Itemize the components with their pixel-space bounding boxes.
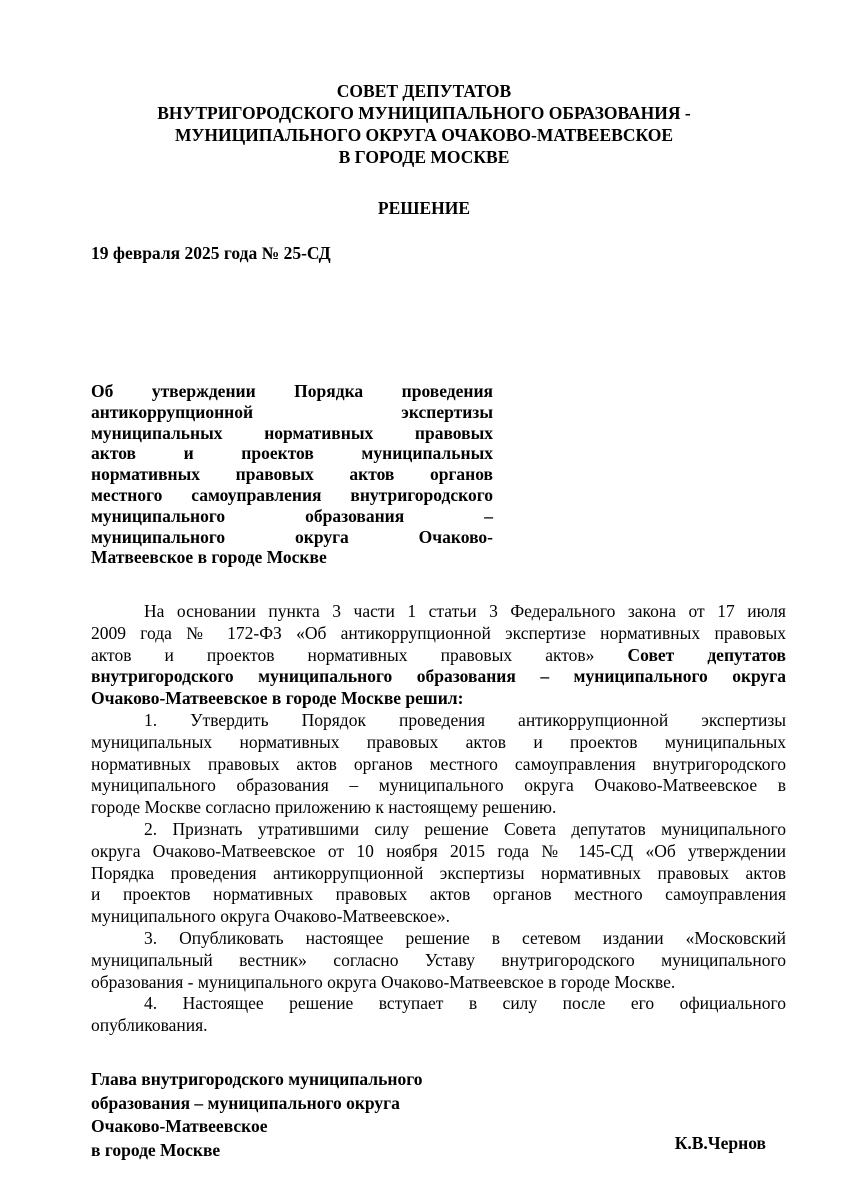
council-resolution-bold: Совет депутатов: [627, 644, 787, 665]
title-line: антикоррупционной экспертизы: [91, 401, 493, 422]
signatory-title-line: в городе Москве: [91, 1139, 221, 1160]
title-line: местного самоуправления внутригородского: [91, 484, 493, 505]
item-1-paragraph: [91, 710, 786, 819]
body-line: 2009 года № 172-ФЗ «Об антикоррупционной экспертизе нормативных правовых: [91, 622, 786, 643]
body-line: муниципальный вестник» согласно Уставу внутригородского муниципального: [91, 949, 786, 970]
signature-block: [91, 1068, 422, 1162]
body-line: городе Москве согласно приложению к настоящему решению.: [91, 797, 557, 818]
body-line: муниципальных нормативных правовых актов и проектов муниципальных: [91, 731, 786, 752]
body-line: 1. Утвердить Порядок проведения антикоррупционной экспертизы: [144, 709, 786, 730]
title-line: муниципального образования –: [91, 505, 493, 526]
body-line: нормативных правовых актов органов местного самоуправления внутригородского: [91, 753, 786, 774]
body-line: 2. Признать утратившими силу решение Совета депутатов муниципального: [144, 818, 786, 839]
body-line: и проектов нормативных правовых актов органов местного самоуправления: [91, 884, 786, 905]
body-line: 4. Настоящее решение вступает в силу после его официального: [144, 993, 786, 1014]
council-name-line: ВНУТРИГОРОДСКОГО МУНИЦИПАЛЬНОГО ОБРАЗОВАНИЯ -: [157, 103, 691, 123]
body-line: [91, 645, 786, 667]
body-line: округа Очаково-Матвеевское от 10 ноября 2015 года № 145-СД «Об утверждении: [91, 840, 786, 861]
title-line: актов и проектов муниципальных: [91, 443, 493, 464]
item-4-paragraph: [91, 993, 786, 1037]
body-line: опубликования.: [91, 1015, 208, 1036]
item-3-paragraph: [91, 928, 786, 993]
preamble-paragraph: [91, 601, 786, 710]
body-line: Очаково-Матвеевское в городе Москве решил:: [91, 688, 464, 709]
document-type: РЕШЕНИЕ: [377, 198, 471, 218]
signatory-title-line: образования – муниципального округа: [91, 1092, 400, 1113]
body-line: муниципального образования – муниципального округа Очаково-Матвеевское в: [91, 775, 786, 796]
body-line: Порядка проведения антикоррупционной экспертизы нормативных правовых актов: [91, 862, 786, 883]
title-line: Об утверждении Порядка проведения: [91, 381, 493, 401]
body-line: 3. Опубликовать настоящее решение в сетевом издании «Московский: [144, 927, 786, 948]
signatory-name: К.В.Чернов: [674, 1133, 766, 1153]
body-line: внутригородского муниципального образования – муниципального округа: [91, 666, 786, 687]
signatory-title-line: Очаково-Матвеевское: [91, 1116, 268, 1136]
body-line: образования - муниципального округа Очаково-Матвеевское в городе Москве.: [91, 971, 676, 992]
signatory-title-line: Глава внутригородского муниципального: [91, 1069, 423, 1089]
decision-body: [91, 601, 786, 1037]
council-name-line: СОВЕТ ДЕПУТАТОВ: [336, 81, 512, 101]
council-name-line: В ГОРОДЕ МОСКВЕ: [338, 147, 510, 167]
document-date-number: 19 февраля 2025 года № 25-СД: [91, 243, 331, 263]
body-line: На основании пункта 3 части 1 статьи 3 Федерального закона от 17 июля: [144, 601, 786, 621]
council-header: [0, 80, 848, 168]
title-line: Матвеевское в городе Москве: [91, 547, 327, 568]
decision-title: [91, 381, 493, 568]
body-line: муниципального округа Очаково-Матвеевское».: [91, 906, 451, 927]
item-2-paragraph: [91, 819, 786, 928]
preamble-text: актов и проектов нормативных правовых актов»: [91, 644, 595, 665]
title-line: муниципальных нормативных правовых: [91, 422, 493, 443]
council-name-line: МУНИЦИПАЛЬНОГО ОКРУГА ОЧАКОВО-МАТВЕЕВСКОЕ: [174, 125, 673, 145]
title-line: нормативных правовых актов органов: [91, 464, 493, 485]
title-line: муниципального округа Очаково-: [91, 526, 493, 547]
